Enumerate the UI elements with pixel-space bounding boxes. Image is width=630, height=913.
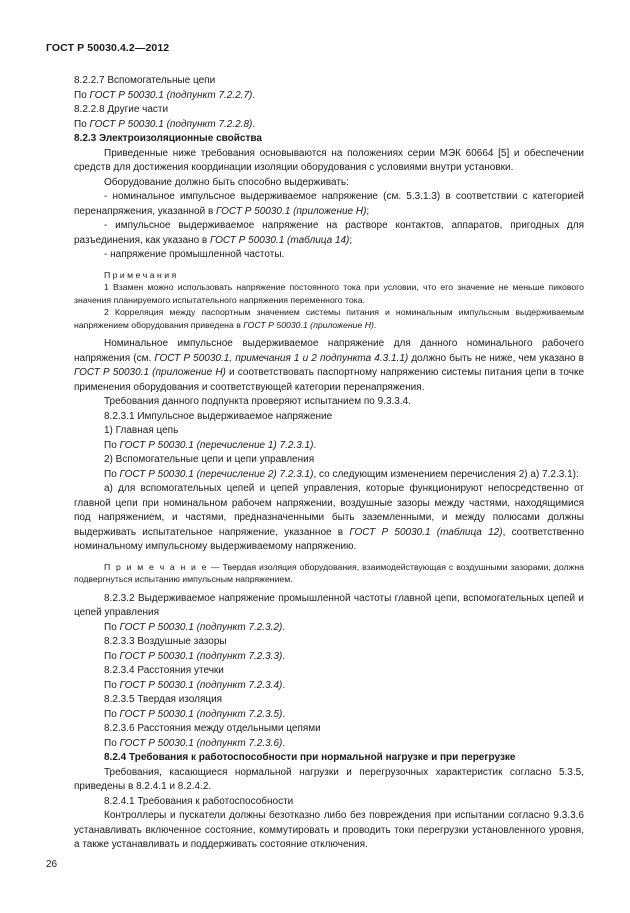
standard-reference: ГОСТ Р 50030.1 (перечисление 1) 7.2.3.1): [119, 439, 314, 451]
clause-8-2-3-5-title: 8.2.3.5 Твердая изоляция: [104, 694, 223, 705]
standard-reference: ГОСТ Р 50030.1, примечания 1 и 2 подпункта 4.3.1.1): [154, 352, 409, 364]
standard-reference: ГОСТ Р 50030.1 (таблица 12): [349, 526, 503, 538]
clause-8-2-3-3-ref: По ГОСТ Р 50030.1 (подпункт 7.2.3.3).: [104, 650, 286, 662]
standard-reference: ГОСТ Р 50030.1 (подпункт 7.2.3.6): [119, 737, 283, 749]
paragraph-capable: Оборудование должно быть способно выдерживать:: [104, 176, 349, 188]
paragraph-intro: Приведенные ниже требования основываются на положениях серии МЭК 60664 [5] и обеспечении средств для достижения координации изоляции оборудования с условиями внутри установки.: [74, 147, 584, 173]
standard-reference: ГОСТ Р 50030.1 (подпункт 7.2.3.2): [119, 621, 283, 633]
item-main-circuit-ref: По ГОСТ Р 50030.1 (перечисление 1) 7.2.3.1).: [104, 439, 317, 451]
clause-8-2-3-6-title: 8.2.3.6 Расстояния между отдельными цепями: [104, 723, 321, 734]
clause-8-2-3-6-ref: По ГОСТ Р 50030.1 (подпункт 7.2.3.6).: [104, 737, 286, 749]
section-8-2-3-heading: 8.2.3 Электроизоляционные свойства: [74, 133, 262, 144]
note-solid-insulation: П р и м е ч а н и е — Твердая изоляция оборудования, взаимодействующая с воздушными зазорами, должна подвергнуться испытанию импульсным напряжением.: [74, 561, 584, 584]
standard-reference: ГОСТ Р 50030.1 (перечисление 2) 7.2.3.1): [119, 468, 314, 480]
paragraph-load-requirements: Требования, касающиеся нормальной нагрузки и перегрузочных характеристик согласно 5.3.5, приведены в 8.2.4.1 и 8.2.4.2.: [74, 766, 584, 792]
standard-reference: ГОСТ Р 50030.1 (подпункт 7.2.3.4): [119, 679, 283, 691]
clause-8-2-2-8-title: 8.2.2.8 Другие части: [74, 104, 169, 115]
clause-8-2-3-2-title: 8.2.3.2 Выдерживаемое напряжение промышленной частоты главной цепи, вспомогательных цепей и цепей управления: [74, 592, 584, 618]
standard-reference: ГОСТ Р 50030.1 (приложение Н): [216, 205, 367, 217]
clause-8-2-4-1-title: 8.2.4.1 Требования к работоспособности: [104, 795, 294, 807]
note-2: 2 Корреляция между паспортным значением системы питания и номинальным импульсным выдерживаемым напряжением оборудования приведена в ГОСТ Р 50030.1 (приложение Н).: [74, 307, 584, 330]
list-item-impulse: - номинальное импульсное выдерживаемое напряжение (см. 5.3.1.3) в соответствии с категорией перенапряжения, указанной в ГОСТ Р 50030.1 (приложение Н);: [74, 191, 584, 217]
standard-reference: ГОСТ Р 50030.1 (подпункт 7.2.3.3): [119, 650, 283, 662]
paragraph-rated-impulse: Номинальное импульсное выдерживаемое напряжение для данного номинального рабочего напряжения (см. ГОСТ Р 50030.1, примечания 1 и 2 подпункта 4.3.1.1) должно быть не ниже, чем указано в ГОСТ Р 50030.1 (приложение Н) и соответствовать паспортному напряжению системы питания цепи в точке применения оборудования и соответствующей категории перенапряжения.: [74, 338, 585, 393]
clause-8-2-3-3-title: 8.2.3.3 Воздушные зазоры: [104, 636, 227, 647]
clause-8-2-2-8-ref: По ГОСТ Р 50030.1 (подпункт 7.2.2.8).: [74, 118, 256, 130]
clause-8-2-2-7-ref: По ГОСТ Р 50030.1 (подпункт 7.2.2.7).: [74, 89, 256, 101]
clause-8-2-2-7-title: 8.2.2.7 Вспомогательные цепи: [74, 75, 216, 86]
standard-reference: ГОСТ Р 50030.1 (таблица 14): [210, 234, 350, 246]
item-main-circuit: 1) Главная цепь: [104, 425, 179, 436]
item-auxiliary-circuits-ref: По ГОСТ Р 50030.1 (перечисление 2) 7.2.3.1), со следующим изменением перечисления 2) а) 7.2.3.1):: [104, 468, 579, 480]
list-item-contact-gap: - импульсное выдерживаемое напряжение на растворе контактов, аппаратов, пригодных для разъединения, как указано в ГОСТ Р 50030.1 (таблица 14);: [74, 220, 584, 246]
standard-reference: ГОСТ Р 50030.1 (приложение Н): [74, 367, 226, 378]
document-header: ГОСТ Р 50030.4.2—2012: [46, 42, 170, 54]
list-item-power-frequency: - напряжение промышленной частоты.: [104, 249, 285, 260]
document-body: [74, 74, 584, 853]
paragraph-verification: Требования данного подпункта проверяют испытанием по 9.3.3.4.: [104, 396, 411, 407]
standard-reference: ГОСТ Р 50030.1 (подпункт 7.2.2.8): [89, 118, 253, 130]
standard-reference: ГОСТ Р 50030.1 (подпункт 7.2.3.5): [119, 708, 283, 720]
clause-8-2-3-2-ref: По ГОСТ Р 50030.1 (подпункт 7.2.3.2).: [104, 621, 286, 633]
standard-reference: ГОСТ Р 50030.1 (подпункт 7.2.2.7): [89, 89, 253, 101]
item-auxiliary-circuits: 2) Вспомогательные цепи и цепи управления: [104, 454, 315, 465]
standard-reference: ГОСТ Р 50030.1 (приложение Н): [243, 319, 374, 330]
clause-8-2-3-4-ref: По ГОСТ Р 50030.1 (подпункт 7.2.3.4).: [104, 679, 286, 691]
paragraph-auxiliary-modification: а) для вспомогательных цепей и цепей управления, которые функционируют непосредственно от главной цепи при номинальном рабочем напряжении, воздушные зазоры между частями, находящимися под напряжением, и частями, предназначенными быть заземленными, и между полюсами должны выдерживать испытательное напряжение, указанное в ГОСТ Р 50030.1 (таблица 12), соответственно номинальному импульсному выдерживаемому напряжению.: [74, 483, 585, 552]
clause-8-2-3-4-title: 8.2.3.4 Расстояния утечки: [104, 665, 224, 676]
paragraph-controllers: Контроллеры и пускатели должны безотказно либо без повреждения при испытании согласно 9.3.3.6 устанавливать включенное состояние, коммутировать и проводить токи перегрузки установленного уровня, а также устанавливать и поддерживать состояние отключения.: [74, 810, 584, 850]
page-number: 26: [46, 859, 58, 870]
clause-8-2-3-5-ref: По ГОСТ Р 50030.1 (подпункт 7.2.3.5).: [104, 708, 286, 720]
note-1: 1 Взамен можно использовать напряжение постоянного тока при условии, что его значение не меньше пикового значения планируемого испытательного напряжения переменного тока.: [74, 282, 584, 305]
section-8-2-4-heading: 8.2.4 Требования к работоспособности при нормальной нагрузке и при перегрузке: [104, 752, 516, 763]
clause-8-2-3-1-title: 8.2.3.1 Импульсное выдерживаемое напряжение: [104, 410, 333, 422]
notes-heading: П р и м е ч а н и я: [104, 269, 177, 280]
